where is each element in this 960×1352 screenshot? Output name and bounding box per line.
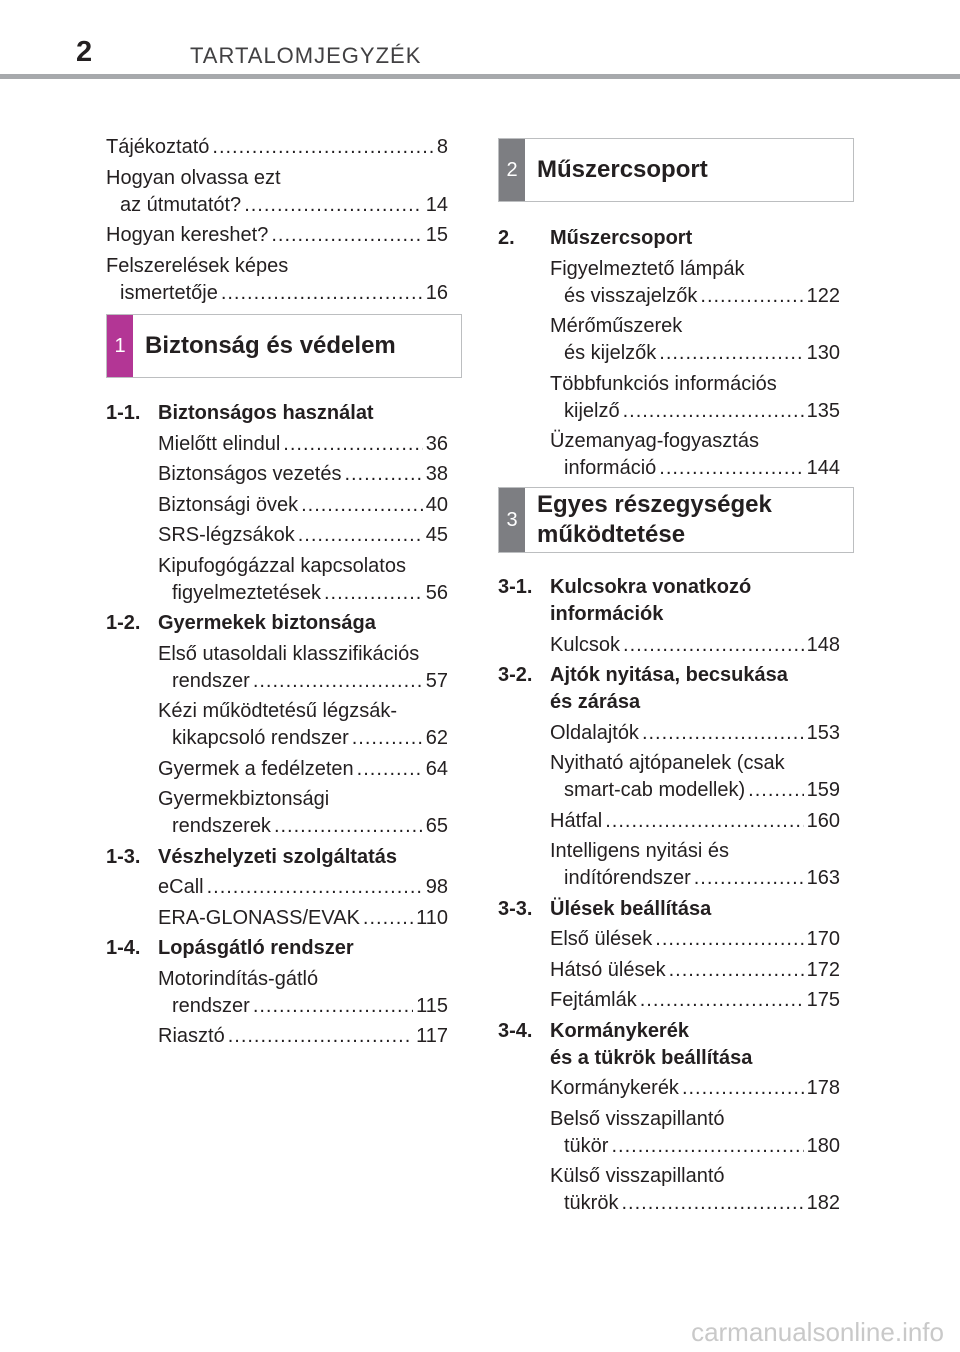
- toc-entry-line: [550, 1133, 840, 1160]
- leader-dots: [363, 905, 413, 932]
- toc-entry: [158, 461, 448, 488]
- toc-entry-text: rendszer: [172, 669, 250, 692]
- toc-entry-text: tükör: [564, 1134, 609, 1157]
- toc-entry: [550, 632, 840, 659]
- toc-entry-line: [158, 492, 448, 519]
- section-title: működtetése: [537, 521, 686, 548]
- toc-entry: [106, 134, 448, 161]
- toc-entry-text: Gyermek a fedélzeten: [158, 757, 354, 780]
- leader-dots: [694, 865, 804, 892]
- toc-page-number: 36: [425, 432, 448, 455]
- section-number-tab: 3: [499, 488, 525, 552]
- toc-entry-text: információ: [564, 457, 657, 479]
- toc-entry-text: Oldalajtók: [550, 721, 639, 744]
- toc-entry-text: Riasztó: [158, 1025, 225, 1047]
- toc-page-number: 110: [416, 906, 448, 929]
- subsection-heading: [498, 896, 840, 923]
- toc-entry-line: [550, 455, 840, 482]
- toc-entry-line: [550, 256, 840, 283]
- subsection-number: 3-3.: [498, 897, 533, 920]
- toc-page-number: 144: [806, 457, 840, 479]
- toc-entry: [106, 222, 448, 249]
- leader-dots: [659, 455, 803, 482]
- toc-entry-line: [550, 283, 840, 310]
- toc-entry: [550, 957, 840, 984]
- toc-page-number: 14: [425, 193, 448, 216]
- toc-entry: [158, 874, 448, 901]
- leader-dots: [605, 808, 803, 835]
- toc-entry: [158, 492, 448, 519]
- toc-entry-text: Első utasoldali klasszifikációs: [158, 642, 420, 665]
- subsection-title: és a tükrök beállítása: [550, 1046, 753, 1069]
- watermark: carmanualsonline.info: [691, 1317, 944, 1347]
- toc-page-number: 16: [425, 281, 448, 304]
- subsection-title: Vészhelyzeti szolgáltatás: [158, 845, 397, 868]
- toc-page-number: 8: [436, 136, 448, 158]
- toc-page-number: 159: [806, 779, 840, 801]
- leader-dots: [301, 492, 423, 519]
- toc-entry-line: [550, 1106, 840, 1133]
- subsection-number: 2.: [498, 227, 515, 249]
- header-rule: [0, 74, 960, 79]
- leader-dots: [274, 813, 423, 840]
- section-title: Biztonság és védelem: [145, 332, 396, 359]
- toc-entry-line: [550, 865, 840, 892]
- subsection-heading-line: [106, 400, 448, 427]
- section-title: Egyes részegységek: [537, 491, 772, 518]
- toc-page-number: 15: [425, 224, 448, 246]
- subsection-title: Lopásgátló rendszer: [158, 937, 354, 959]
- leader-dots: [271, 222, 422, 249]
- section-title: Műszercsoport: [537, 156, 708, 183]
- toc-entry: [158, 905, 448, 932]
- toc-entry-text: Figyelmeztető lámpák: [550, 257, 745, 280]
- section-number-tab: 1: [107, 315, 133, 377]
- subsection-heading-line: [498, 574, 840, 601]
- toc-page-number: 45: [425, 524, 448, 546]
- toc-entry-text: figyelmeztetések: [172, 581, 321, 604]
- toc-entry-line: [158, 813, 448, 840]
- toc-entry-text: Kulcsok: [550, 633, 621, 656]
- toc-entry-line: [550, 632, 840, 659]
- toc-entry-line: [550, 838, 840, 865]
- toc-entry-line: [550, 987, 840, 1014]
- toc-page-number: 115: [416, 994, 448, 1017]
- toc-entry-text: és kijelzők: [564, 342, 657, 364]
- toc-entry-text: Hátfal: [550, 809, 603, 832]
- toc-entry: [550, 838, 840, 892]
- toc-entry-line: [106, 134, 448, 161]
- toc-entry: [106, 165, 448, 219]
- toc-entry-text: ismertetője: [120, 281, 218, 304]
- toc-entry-line: [106, 280, 448, 307]
- toc-entry: [550, 1106, 840, 1160]
- leader-dots: [212, 134, 433, 161]
- toc-page-number: 98: [425, 876, 448, 898]
- toc-page-number: 172: [806, 958, 840, 981]
- subsection-heading: [498, 225, 840, 252]
- toc-entry-text: Mielőtt elindul: [158, 432, 281, 455]
- toc-entry-text: Nyitható ajtópanelek (csak: [550, 752, 785, 774]
- toc-entry: [106, 253, 448, 307]
- subsection-heading-line: [498, 225, 840, 252]
- toc-page-number: 160: [806, 809, 840, 832]
- leader-dots: [621, 1190, 803, 1217]
- toc-entry-text: rendszer: [172, 994, 250, 1017]
- subsection-heading-line: [498, 1018, 840, 1045]
- toc-entry: [550, 371, 840, 425]
- toc-entry-line: [158, 641, 448, 668]
- toc-page-number: 122: [806, 284, 840, 307]
- toc-page-number: 56: [425, 581, 448, 604]
- subsection-heading: [498, 1018, 840, 1072]
- subsection-title: Gyermekek biztonsága: [158, 612, 376, 634]
- toc-entry-line: [106, 165, 448, 192]
- toc-entry-text: és visszajelzők: [564, 284, 698, 307]
- toc-entry-line: [550, 340, 840, 367]
- toc-page-number: 148: [806, 633, 840, 656]
- toc-entry-line: [158, 522, 448, 549]
- toc-entry-line: [158, 461, 448, 488]
- toc-page-number: 175: [806, 989, 840, 1011]
- subsection-heading-line: [498, 601, 840, 628]
- subsection-title: Kulcsokra vonatkozó: [550, 576, 752, 598]
- subsection-heading: [498, 662, 840, 716]
- page-number: 2: [76, 36, 93, 68]
- toc-page-number: 182: [806, 1192, 840, 1214]
- toc-entry: [550, 1163, 840, 1217]
- toc-page-number: 170: [806, 928, 840, 950]
- leader-dots: [324, 580, 423, 607]
- toc-entry-line: [158, 668, 448, 695]
- toc-entry-line: [550, 398, 840, 425]
- toc-entry-line: [550, 1190, 840, 1217]
- toc-page-number: 38: [425, 463, 448, 485]
- toc-entry-text: smart-cab modellek): [564, 779, 746, 801]
- toc-entry-text: Külső visszapillantó: [550, 1165, 725, 1187]
- toc-page-number: 40: [425, 493, 448, 516]
- toc-entry-text: Hátsó ülések: [550, 958, 666, 981]
- toc-entry: [158, 786, 448, 840]
- subsection-heading-line: [498, 689, 840, 716]
- leader-dots: [623, 398, 804, 425]
- toc-page-number: 62: [425, 727, 448, 749]
- toc-entry: [550, 313, 840, 367]
- subsection-number: 1-1.: [106, 402, 141, 424]
- leader-dots: [253, 993, 413, 1020]
- subsection-heading-line: [498, 662, 840, 689]
- subsection-title: Kormánykerék: [550, 1019, 689, 1042]
- toc-entry-line: [106, 222, 448, 249]
- toc-entry: [158, 553, 448, 607]
- toc-entry-text: Üzemanyag-fogyasztás: [550, 430, 759, 452]
- toc-entry-line: [550, 313, 840, 340]
- toc-entry-text: Kormánykerék: [550, 1077, 679, 1099]
- subsection-heading-line: [106, 844, 448, 871]
- toc-page-number: 64: [425, 757, 448, 780]
- toc-entry-text: Belső visszapillantó: [550, 1107, 725, 1130]
- toc-page-number: 130: [806, 342, 840, 364]
- page-header: [0, 0, 960, 80]
- toc-entry-text: Hogyan kereshet?: [106, 224, 269, 246]
- toc-entry-line: [158, 905, 448, 932]
- toc-entry: [158, 1023, 448, 1050]
- subsection-number: 1-3.: [106, 845, 141, 868]
- leader-dots: [283, 431, 422, 458]
- section-number-tab: 2: [499, 139, 525, 201]
- subsection-heading: [106, 935, 448, 962]
- subsection-number: 3-4.: [498, 1019, 533, 1042]
- toc-entry-text: Intelligens nyitási és: [550, 840, 729, 862]
- subsection-heading-line: [498, 1045, 840, 1072]
- leader-dots: [244, 192, 423, 219]
- toc-entry-text: Mérőműszerek: [550, 315, 683, 337]
- toc-entry-line: [158, 786, 448, 813]
- toc-page-number: 135: [806, 399, 840, 422]
- toc-entry: [158, 756, 448, 783]
- leader-dots: [700, 283, 803, 310]
- toc-entry-text: Gyermekbiztonsági: [158, 788, 330, 810]
- subsection-title: Műszercsoport: [550, 227, 693, 249]
- toc-entry-text: Tájékoztató: [106, 136, 210, 158]
- toc-entry: [550, 428, 840, 482]
- subsection-number: 1-4.: [106, 937, 141, 959]
- leader-dots: [228, 1023, 413, 1050]
- toc-entry: [550, 720, 840, 747]
- toc-entry-text: ERA-GLONASS/EVAK: [158, 906, 360, 929]
- subsection-heading: [498, 574, 840, 628]
- toc-page-number: 153: [806, 721, 840, 744]
- leader-dots: [207, 874, 423, 901]
- toc-entry-text: eCall: [158, 876, 204, 898]
- section-box: [498, 138, 854, 202]
- subsection-heading: [106, 610, 448, 637]
- toc-entry: [550, 1075, 840, 1102]
- toc-entry-line: [158, 993, 448, 1020]
- section-box: [106, 314, 462, 378]
- subsection-number: 3-2.: [498, 664, 533, 686]
- leader-dots: [344, 461, 422, 488]
- subsection-title: Biztonságos használat: [158, 402, 374, 424]
- toc-entry: [158, 698, 448, 752]
- toc-entry-line: [158, 756, 448, 783]
- leader-dots: [669, 957, 804, 984]
- toc-entry-text: Fejtámlák: [550, 989, 637, 1011]
- toc-entry-line: [158, 580, 448, 607]
- leader-dots: [655, 926, 803, 953]
- section-box: [498, 487, 854, 553]
- toc-entry: [158, 522, 448, 549]
- toc-entry-line: [158, 553, 448, 580]
- toc-entry-text: Kézi működtetésű légzsák-: [158, 700, 398, 722]
- toc-entry-text: Első ülések: [550, 928, 653, 950]
- toc-entry-line: [550, 926, 840, 953]
- leader-dots: [357, 756, 423, 783]
- subsection-heading-line: [498, 896, 840, 923]
- toc-entry: [550, 750, 840, 804]
- subsection-title: és zárása: [550, 691, 641, 713]
- toc-entry-line: [550, 720, 840, 747]
- toc-entry-line: [550, 1075, 840, 1102]
- toc-entry-text: rendszerek: [172, 815, 271, 837]
- toc-entry-text: Kipufogógázzal kapcsolatos: [158, 554, 406, 577]
- toc-entry: [158, 641, 448, 695]
- toc-entry-text: tükrök: [564, 1192, 619, 1214]
- toc-entry-text: Motorindítás-gátló: [158, 967, 319, 990]
- toc-entry-line: [550, 957, 840, 984]
- toc-entry-line: [550, 750, 840, 777]
- subsection-title: Ülések beállítása: [550, 897, 712, 920]
- leader-dots: [623, 632, 804, 659]
- leader-dots: [298, 522, 423, 549]
- toc-entry-line: [158, 1023, 448, 1050]
- toc-page-number: 57: [425, 669, 448, 692]
- toc-entry-line: [106, 192, 448, 219]
- leader-dots: [221, 280, 423, 307]
- toc-entry-text: kijelző: [564, 399, 620, 422]
- subsection-heading: [106, 400, 448, 427]
- toc-entry-text: az útmutatót?: [120, 193, 242, 216]
- toc-entry-line: [158, 698, 448, 725]
- toc-entry-line: [158, 725, 448, 752]
- toc-entry: [158, 431, 448, 458]
- leader-dots: [748, 777, 803, 804]
- subsection-heading-line: [106, 610, 448, 637]
- toc-page-number: 117: [416, 1025, 448, 1047]
- toc-page-number: 65: [425, 815, 448, 837]
- toc-entry-text: Biztonsági övek: [158, 493, 299, 516]
- toc-entry-line: [550, 777, 840, 804]
- toc-entry-line: [550, 808, 840, 835]
- toc-entry-line: [158, 431, 448, 458]
- leader-dots: [640, 987, 804, 1014]
- toc-entry-text: Többfunkciós információs: [550, 372, 777, 395]
- toc-entry-line: [158, 966, 448, 993]
- toc-entry: [550, 256, 840, 310]
- leader-dots: [659, 340, 803, 367]
- subsection-number: 1-2.: [106, 612, 141, 634]
- toc-entry-text: SRS-légzsákok: [158, 524, 295, 546]
- header-title: TARTALOMJEGYZÉK: [190, 43, 422, 68]
- subsection-heading: [106, 844, 448, 871]
- subsection-title: információk: [550, 603, 664, 625]
- leader-dots: [253, 668, 423, 695]
- leader-dots: [642, 720, 804, 747]
- toc-entry: [550, 808, 840, 835]
- toc-entry: [158, 966, 448, 1020]
- toc-entry-text: Biztonságos vezetés: [158, 463, 342, 485]
- leader-dots: [352, 725, 423, 752]
- toc-entry-line: [550, 1163, 840, 1190]
- toc-entry-line: [106, 253, 448, 280]
- toc-page-number: 178: [806, 1077, 840, 1099]
- toc-entry-line: [550, 428, 840, 455]
- toc-entry: [550, 926, 840, 953]
- toc-entry-text: indítórendszer: [564, 867, 691, 889]
- leader-dots: [682, 1075, 804, 1102]
- toc-entry-text: Hogyan olvassa ezt: [106, 166, 281, 189]
- subsection-heading-line: [106, 935, 448, 962]
- toc-entry-line: [550, 371, 840, 398]
- subsection-title: Ajtók nyitása, becsukása: [550, 664, 788, 686]
- subsection-number: 3-1.: [498, 576, 533, 598]
- toc-page-number: 180: [806, 1134, 840, 1157]
- toc-page-number: 163: [806, 867, 840, 889]
- toc-entry-line: [158, 874, 448, 901]
- toc-entry: [550, 987, 840, 1014]
- leader-dots: [611, 1133, 803, 1160]
- toc-entry-text: kikapcsoló rendszer: [172, 727, 349, 749]
- toc-entry-text: Felszerelések képes: [106, 254, 289, 277]
